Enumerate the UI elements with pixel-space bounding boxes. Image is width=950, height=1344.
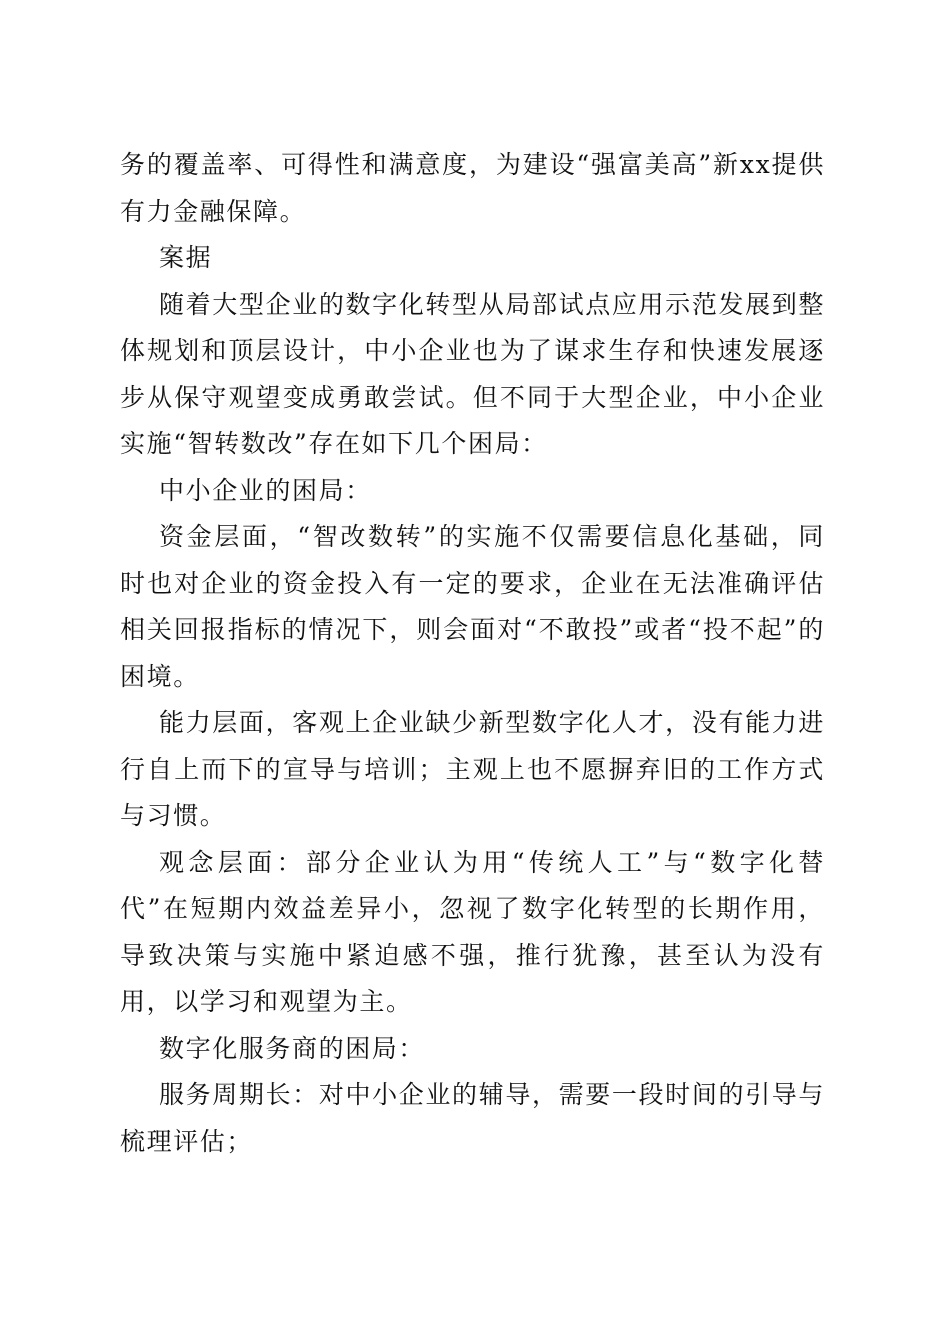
section-heading-sme-dilemma: 中小企业的困局： bbox=[159, 475, 372, 505]
document-body bbox=[120, 142, 825, 1165]
paragraph-mindset: 观念层面：部分企业认为用“传统人工”与“数字化替代”在短期内效益差异小，忽视了数字化转型的长期作用，导致决策与实施中紧迫感不强，推行犹豫，甚至认为没有用，以学习和观望为主。 bbox=[120, 847, 825, 1016]
paragraph-service-cycle: 服务周期长：对中小企业的辅导，需要一段时间的引导与梳理评估； bbox=[120, 1080, 825, 1156]
paragraph-intro: 随着大型企业的数字化转型从局部试点应用示范发展到整体规划和顶层设计，中小企业也为了谋求生存和快速发展逐步从保守观望变成勇敢尝试。但不同于大型企业，中小企业实施“智转数改”存在如下几个困局： bbox=[120, 289, 825, 458]
paragraph-funding: 资金层面，“智改数转”的实施不仅需要信息化基础，同时也对企业的资金投入有一定的要求，企业在无法准确评估相关回报指标的情况下，则会面对“不敢投”或者“投不起”的困境。 bbox=[120, 522, 825, 691]
section-heading-provider-dilemma: 数字化服务商的困局： bbox=[159, 1033, 426, 1063]
paragraph-continuation: 务的覆盖率、可得性和满意度，为建设“强富美高”新xx提供有力金融保障。 bbox=[120, 150, 825, 226]
paragraph-capability: 能力层面，客观上企业缺少新型数字化人才，没有能力进行自上而下的宣导与培训；主观上也不愿摒弃旧的工作方式与习惯。 bbox=[120, 708, 825, 830]
paragraph-case-heading: 案据 bbox=[159, 243, 213, 272]
